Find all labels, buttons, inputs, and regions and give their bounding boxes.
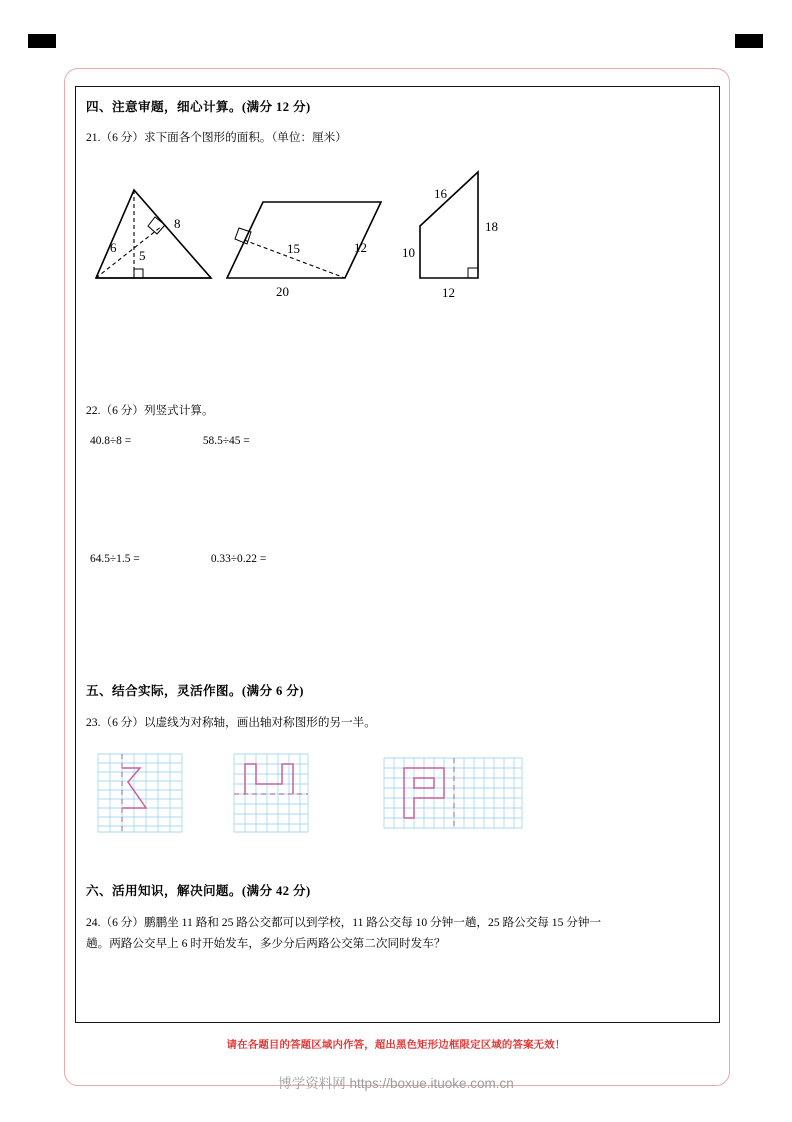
expr-64-5-div-1-5: 64.5÷1.5 =: [90, 553, 140, 565]
question-21-figures: [86, 150, 706, 300]
parallelogram-label-15: 15: [287, 241, 300, 256]
question-22-row-1: [90, 435, 250, 447]
grid-figure-k-wrap: [96, 752, 196, 834]
triangle-label-5: 5: [139, 248, 146, 263]
triangle-label-6: 6: [110, 240, 117, 255]
expr-40-8-div-8: 40.8÷8 =: [90, 435, 132, 447]
parallelogram-label-20: 20: [276, 284, 289, 299]
triangle-figure: [86, 168, 226, 298]
section-six-heading: 六、活用知识，解决问题。(满分 42 分): [86, 884, 311, 898]
parallelogram-figure: [221, 168, 406, 298]
answer-area-notice: 请在各题目的答题区域内作答，超出黑色矩形边框限定区域的答案无效！: [226, 1040, 566, 1051]
expr-58-5-div-45: 58.5÷45 =: [202, 435, 250, 447]
grid-figure-p-wrap: [382, 756, 527, 832]
trapezoid-label-12: 12: [442, 285, 455, 300]
question-22-row-2: [90, 553, 266, 565]
question-21-text: 21.（6 分）求下面各个图形的面积。（单位：厘米）: [86, 131, 347, 144]
grid-figure-p: [382, 756, 527, 832]
grid-figure-u-wrap: [232, 752, 327, 834]
expr-0-33-div-0-22: 0.33÷0.22 =: [210, 553, 267, 565]
triangle-label-8: 8: [174, 216, 181, 231]
question-22-text: 22.（6 分）列竖式计算。: [86, 404, 214, 417]
parallelogram-label-12: 12: [354, 240, 367, 255]
site-watermark: 博学资料网 https://boxue.ituoke.com.cn: [278, 1076, 514, 1091]
question-24-line-1: 24.（6 分）鹏鹏坐 11 路和 25 路公交都可以到学校，11 路公交每 10 分钟一趟，25 路公交每 15 分钟一: [86, 916, 602, 929]
right-trapezoid-figure: [402, 156, 536, 300]
grid-figure-u: [232, 752, 327, 834]
grid-figure-k: [96, 752, 196, 834]
registration-mark-right: [735, 34, 763, 48]
question-24-line-2: 趟。两路公交早上 6 时开始发车，多少分后两路公交第二次同时发车？: [86, 937, 446, 951]
trapezoid-label-18: 18: [485, 219, 498, 234]
registration-mark-left: [28, 34, 56, 48]
question-23-text: 23.（6 分）以虚线为对称轴，画出轴对称图形的另一半。: [86, 716, 376, 729]
trapezoid-label-10: 10: [402, 245, 415, 260]
section-four-heading: 四、注意审题，细心计算。(满分 12 分): [86, 100, 311, 114]
trapezoid-label-16: 16: [434, 186, 447, 201]
section-five-heading: 五、结合实际，灵活作图。(满分 6 分): [86, 684, 304, 698]
